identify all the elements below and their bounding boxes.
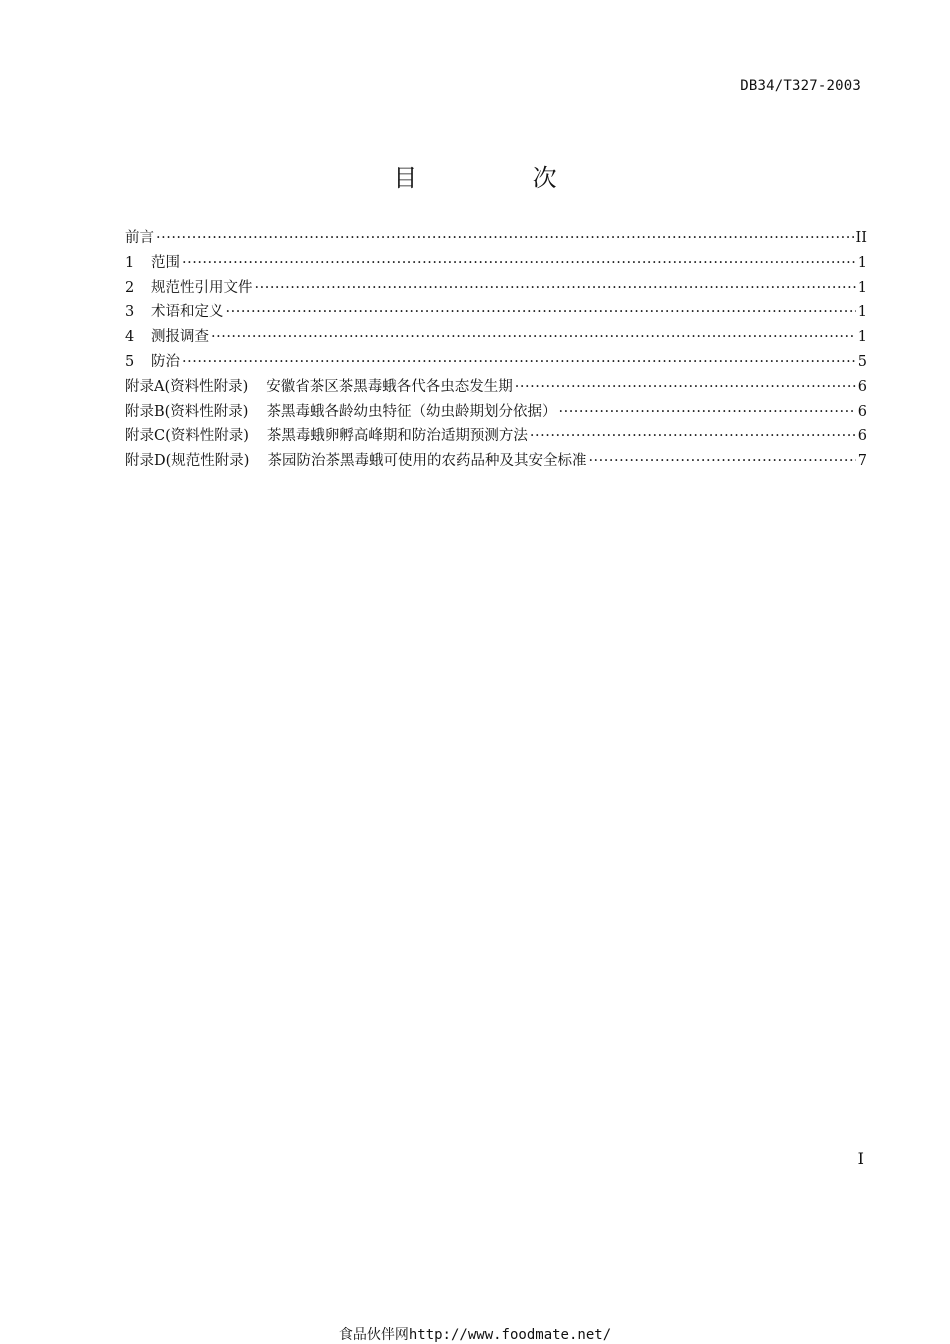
toc-entry-terms[interactable] — [125, 300, 867, 325]
toc-entry-label: 茶园防治茶黑毒蛾可使用的农药品种及其安全标准 — [267, 453, 587, 470]
toc-entry-label: 防治 — [151, 353, 180, 370]
toc-entry-page: 6 — [857, 403, 867, 420]
toc-entry-page: 7 — [857, 453, 867, 470]
title-char-2: 次 — [532, 164, 557, 192]
toc-entry-page: 6 — [857, 378, 867, 395]
toc-entry-page: 6 — [857, 428, 867, 445]
toc-entry-appendix-prefix: 附录A(资料性附录) — [125, 378, 249, 395]
toc-entry-number: 2 — [125, 279, 135, 296]
toc-entry-label: 前言 — [125, 230, 154, 246]
toc-entry-page: II — [855, 230, 867, 246]
toc-entry-page: 5 — [857, 353, 867, 370]
toc-entry-appendix-d[interactable] — [125, 449, 867, 474]
dot-leader — [211, 329, 856, 345]
toc-entry-appendix-prefix: 附录D(规范性附录) — [125, 453, 250, 470]
toc-entry-page: 1 — [857, 304, 867, 321]
toc-entry-number: 3 — [125, 304, 135, 321]
dot-leader — [588, 453, 855, 469]
toc-entry-appendix-a[interactable] — [125, 375, 867, 400]
toc-entry-label: 安徽省茶区茶黑毒蛾各代各虫态发生期 — [266, 378, 513, 395]
toc-entry-foreword[interactable] — [125, 226, 867, 251]
toc-entry-label: 测报调查 — [151, 329, 209, 346]
dot-leader — [530, 428, 856, 444]
document-code: DB34/T327-2003 — [740, 78, 861, 94]
toc-entry-appendix-prefix: 附录C(资料性附录) — [125, 428, 249, 445]
toc-entry-label: 茶黑毒蛾各龄幼虫特征（幼虫龄期划分依据） — [266, 403, 557, 420]
toc-entry-number: 5 — [125, 353, 135, 370]
toc-entry-page: 1 — [857, 329, 867, 346]
toc-entry-appendix-c[interactable] — [125, 424, 867, 449]
toc-entry-scope[interactable] — [125, 251, 867, 276]
toc-entry-normative-references[interactable] — [125, 276, 867, 301]
toc-entry-page: 1 — [857, 279, 867, 296]
toc-entry-page: 1 — [857, 254, 867, 271]
toc-entry-survey[interactable] — [125, 325, 867, 350]
table-of-contents — [125, 226, 867, 474]
dot-leader — [226, 304, 856, 320]
toc-entry-appendix-b[interactable] — [125, 400, 867, 425]
dot-leader — [156, 230, 854, 246]
dot-leader — [182, 255, 856, 271]
dot-leader — [182, 354, 856, 370]
toc-entry-label: 茶黑毒蛾卵孵高峰期和防治适期预测方法 — [266, 428, 528, 445]
toc-entry-control[interactable] — [125, 350, 867, 375]
toc-entry-appendix-prefix: 附录B(资料性附录) — [125, 403, 249, 420]
dot-leader — [515, 379, 856, 395]
page-title — [0, 158, 950, 193]
toc-entry-number: 4 — [125, 329, 135, 346]
toc-entry-number: 1 — [125, 254, 135, 271]
dot-leader — [558, 404, 855, 420]
toc-entry-label: 术语和定义 — [151, 304, 224, 321]
footer — [0, 1324, 950, 1344]
dot-leader — [255, 280, 856, 296]
title-char-1: 目 — [393, 164, 418, 192]
footer-url-link[interactable]: http://www.foodmate.net/ — [408, 1327, 612, 1343]
footer-site-name: 食品伙伴网 — [338, 1327, 409, 1343]
toc-entry-label: 范围 — [151, 254, 180, 271]
toc-entry-label: 规范性引用文件 — [151, 279, 253, 296]
page-number: I — [857, 1149, 864, 1168]
